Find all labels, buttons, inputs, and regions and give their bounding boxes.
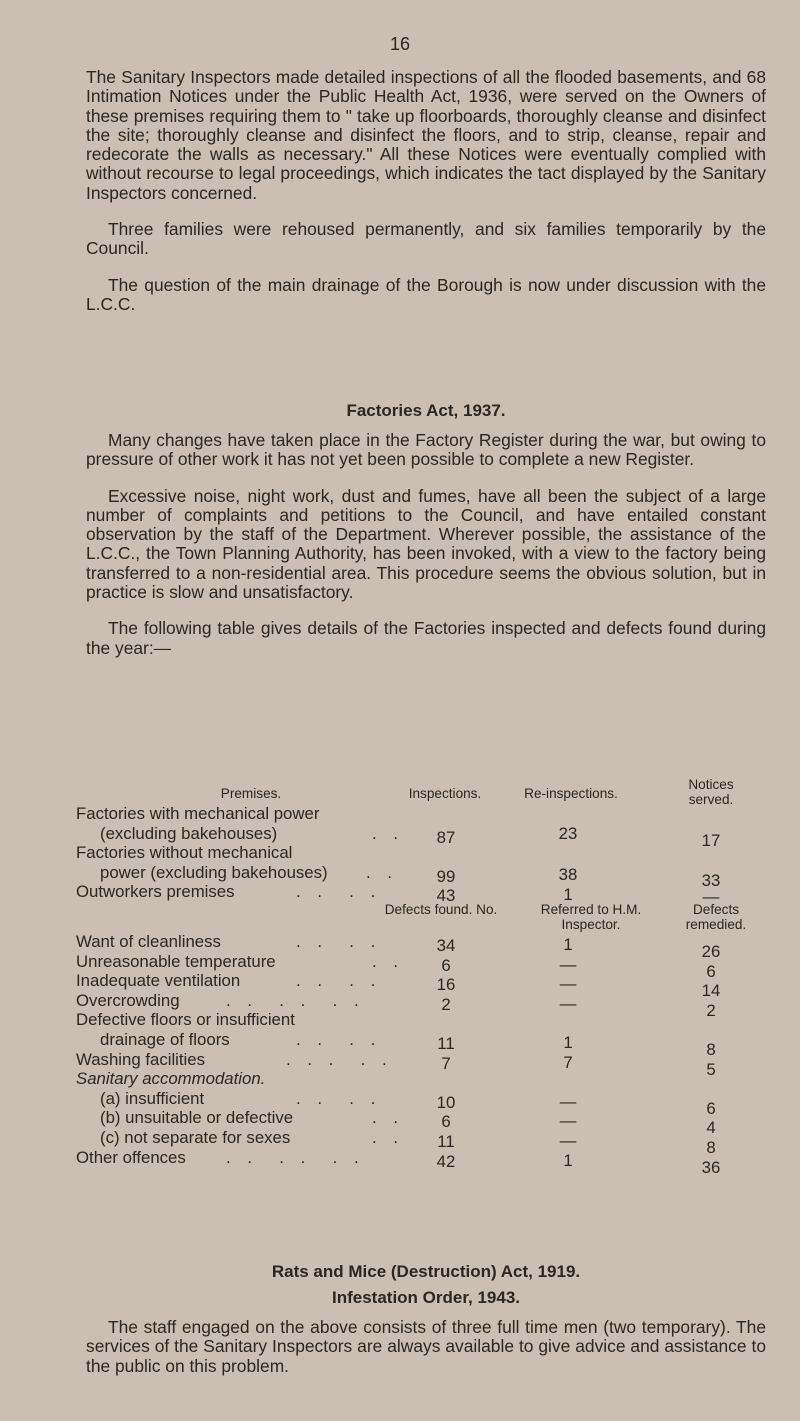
notices-value: 17 <box>701 830 721 850</box>
leader-dots: . . . . . <box>286 1049 393 1069</box>
reinspections-value: 38 <box>558 864 578 884</box>
table-row <box>76 1010 776 1030</box>
row-label: (a) insufficient <box>100 1088 205 1108</box>
remedied-value: 36 <box>701 1157 721 1177</box>
header-remedied: Defects remedied. <box>685 902 747 932</box>
paragraph-flooded-basements: The Sanitary Inspectors made detailed inspections of all the flooded basements, and 68 Intimation Notices under the Public Health Act, 1936, were served on the Owners of these premises requiring them to " take up floorboards, thoroughly cleanse and disinfect the site; thoroughly cleanse and disinfect the floors, and to strip, cleanse, repair and redecorate the walls as necessary." All these Notices were eventually complied with without recourse to legal proceedings, which indicates the tact displayed by the Sanitary Inspectors concerned. <box>86 67 766 203</box>
factories-section <box>86 431 766 658</box>
table-row <box>76 823 776 850</box>
header-notices: Notices served. <box>688 777 734 807</box>
remedied-value: 26 <box>701 942 721 961</box>
header-inspections: Inspections. <box>408 786 482 801</box>
header-defects-found: Defects found. No. <box>384 902 498 917</box>
notices-value: 33 <box>701 870 721 890</box>
row-label: Overcrowding <box>76 990 180 1010</box>
remedied-value: 8 <box>706 1039 716 1059</box>
leader-dots: . . <box>372 951 404 971</box>
leader-dots: . . . . <box>296 1029 382 1049</box>
defects-table <box>76 902 776 1242</box>
remedied-value: 2 <box>706 1000 716 1020</box>
referred-value: — <box>559 1111 577 1131</box>
leader-dots: . . . . <box>296 1088 382 1108</box>
table-row <box>76 804 776 824</box>
paragraph-drainage: The question of the main drainage of the Borough is now under discussion with the L.C.C. <box>86 274 766 314</box>
table-row <box>76 862 776 890</box>
table-row <box>76 1147 776 1177</box>
defects-found-value: 10 <box>436 1092 456 1112</box>
reinspections-value: 23 <box>558 823 578 843</box>
row-label: power (excluding bakehouses) <box>100 862 328 882</box>
referred-value: 1 <box>563 1150 573 1170</box>
remedied-value: 5 <box>706 1059 716 1079</box>
leader-dots: . . <box>372 1108 404 1128</box>
leader-dots: . . . . <box>296 971 382 991</box>
remedied-value: 8 <box>706 1137 716 1157</box>
defects-found-value: 42 <box>436 1151 456 1171</box>
leader-dots: . . . . <box>296 932 382 951</box>
paragraph-complaints: Excessive noise, night work, dust and fumes, have all been the subject of a large number of complaints and petitions to the Council, and have entailed constant observation by the staff of the Department. Wherever possible, the assistance of the L.C.C., the Town Planning Authority, has been invoked, with a view to the factory being transferred to a non-residential area. This procedure seems the obvious solution, but in practice is slow and unsatisfactory. <box>86 485 766 603</box>
leader-dots: . . <box>372 823 404 843</box>
defects-found-value: 2 <box>441 994 451 1014</box>
intro-section <box>86 68 766 314</box>
referred-value: 7 <box>563 1052 573 1072</box>
defects-found-value: 6 <box>441 1112 451 1132</box>
row-label: Other offences <box>76 1147 186 1167</box>
table-row <box>76 1069 776 1089</box>
row-label: Want of cleanliness <box>76 932 221 951</box>
header-referred: Referred to H.M. Inspector. <box>540 902 642 932</box>
defects-found-value: 6 <box>441 955 451 975</box>
referred-value: — <box>559 1091 577 1111</box>
referred-value: — <box>559 954 577 974</box>
premises-table <box>76 760 776 907</box>
leader-dots: . . <box>372 1127 404 1147</box>
row-label: Factories without mechanical <box>76 843 293 863</box>
row-label: Outworkers premises <box>76 882 235 902</box>
header-premises: Premises. <box>220 786 282 801</box>
row-label: Washing facilities <box>76 1049 206 1069</box>
table-row <box>76 843 776 863</box>
defects-found-value: 16 <box>436 975 456 995</box>
referred-value: — <box>559 1130 577 1150</box>
defects-found-value: 11 <box>437 1131 455 1151</box>
referred-value: — <box>559 974 577 994</box>
row-label: Unreasonable temperature <box>76 951 276 971</box>
inspections-value: 87 <box>436 827 456 847</box>
referred-value: 1 <box>563 935 573 954</box>
paragraph-factory-register: Many changes have taken place in the Factory Register during the war, but owing to pressure of other work it has not yet been possible to complete a new Register. <box>86 430 766 470</box>
page-number: 16 <box>389 34 411 54</box>
remedied-value: 6 <box>706 961 716 981</box>
defects-found-value: 34 <box>436 936 456 955</box>
remedied-value: 6 <box>706 1098 716 1118</box>
row-label: (c) not separate for sexes <box>100 1127 291 1147</box>
defects-found-value: 7 <box>441 1053 451 1073</box>
inspections-value: 99 <box>436 866 456 886</box>
section-label-sanitary: Sanitary accommodation. <box>76 1069 266 1089</box>
remedied-value: 14 <box>701 981 721 1001</box>
notices-value: — <box>702 887 720 907</box>
paragraph-rats-staff: The staff engaged on the above consists of three full time men (two temporary). The services of the Sanitary Inspectors are always available to give advice and assistance to the public on this problem. <box>86 1317 766 1376</box>
row-label: (b) unsuitable or defective <box>100 1108 294 1128</box>
row-label: Inadequate ventilation <box>76 971 241 991</box>
row-label: (excluding bakehouses) <box>100 823 278 843</box>
leader-dots: . . . . . . <box>226 990 365 1010</box>
paragraph-table-intro: The following table gives details of the Factories inspected and defects found during the year:— <box>86 618 766 658</box>
rats-section <box>86 1318 766 1376</box>
reinspections-value: 1 <box>563 885 573 905</box>
rats-mice-heading: Rats and Mice (Destruction) Act, 1919. <box>271 1262 581 1281</box>
factories-act-heading: Factories Act, 1937. <box>346 401 506 420</box>
referred-value: — <box>559 993 577 1013</box>
table-row <box>76 882 776 907</box>
paragraph-rehoused: Three families were rehoused permanently, and six families temporarily by the Council. <box>86 219 766 259</box>
row-label: Defective floors or insufficient <box>76 1010 295 1030</box>
inspections-value: 43 <box>436 886 456 906</box>
referred-value: 1 <box>563 1032 573 1052</box>
header-reinspections: Re-inspections. <box>524 786 618 801</box>
remedied-value: 4 <box>706 1118 716 1138</box>
leader-dots: . . . . . . <box>226 1147 365 1167</box>
infestation-order-heading: Infestation Order, 1943. <box>331 1288 520 1307</box>
row-label: drainage of floors <box>100 1029 230 1049</box>
defects-found-value: 11 <box>437 1033 455 1053</box>
leader-dots: . . <box>366 862 398 882</box>
row-label: Factories with mechanical power <box>76 804 320 823</box>
leader-dots: . . . . <box>296 882 382 902</box>
